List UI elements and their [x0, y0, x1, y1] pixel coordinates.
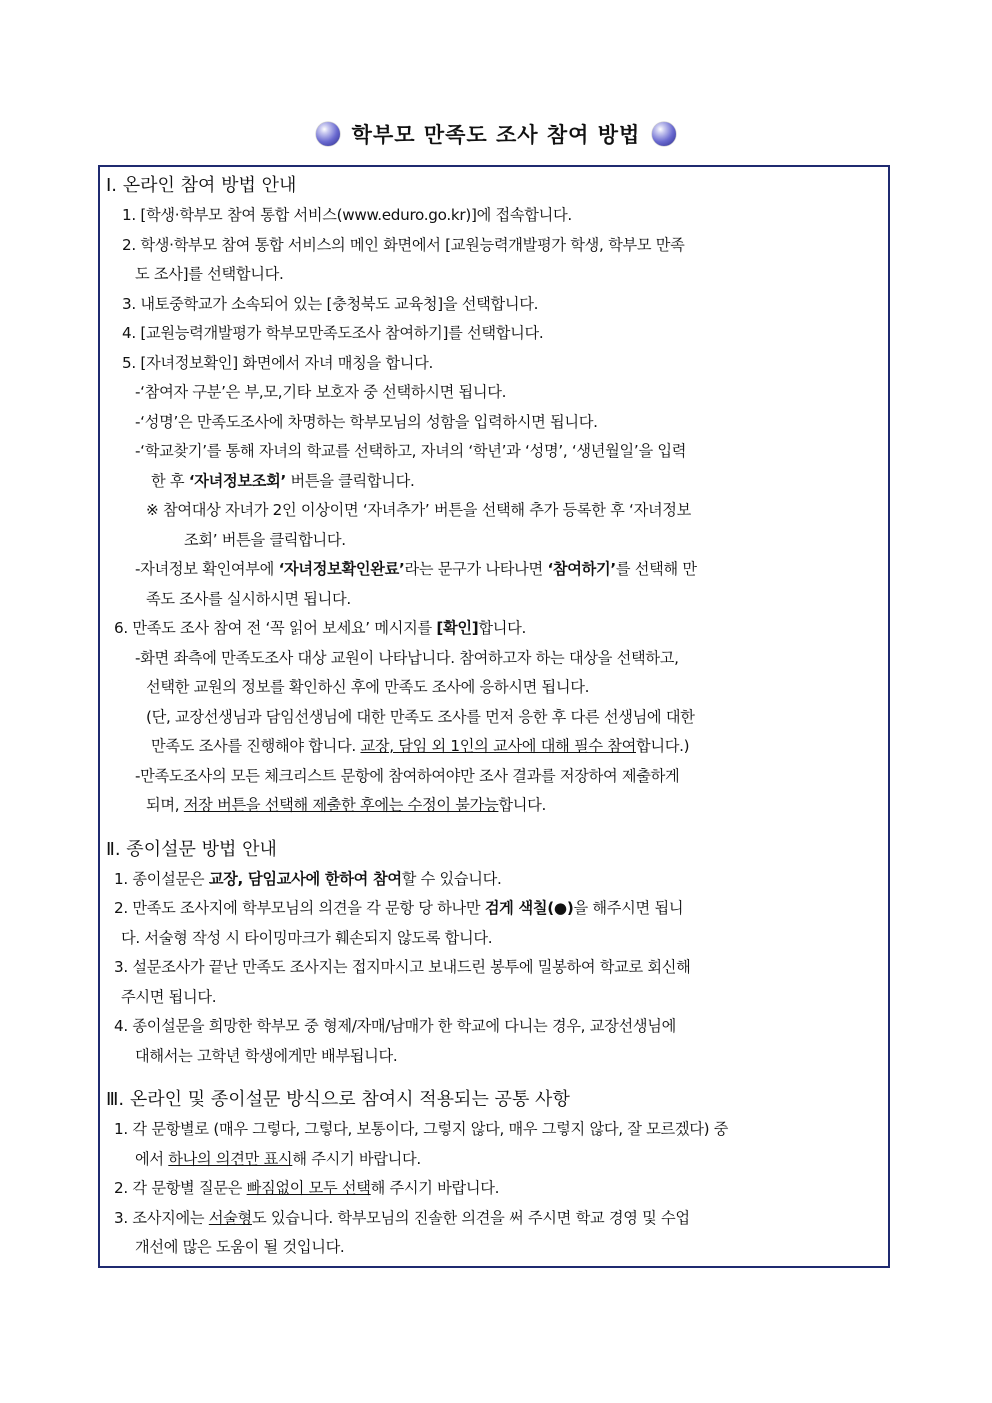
s1-item-3: 3. 내토중학교가 소속되어 있는 [충청북도 교육청]을 선택합니다. [122, 294, 539, 313]
s3-item-2: 2. 각 문항별 질문은 빠짐없이 모두 선택해 주시기 바랍니다. [114, 1179, 500, 1197]
s3-item-1-line-1: 1. 각 문항별로 (매우 그렇다, 그렇다, 보통이다, 그렇지 않다, 매우 그렇지 않다, 잘 모르겠다) 중 [114, 1120, 729, 1138]
bullet-ball-icon [652, 122, 676, 146]
s1-detail-1: -‘참여자 구분’은 부,모,기타 보호자 중 선택하시면 됩니다. [135, 383, 507, 401]
s2-item-3-line-1: 3. 설문조사가 끝난 만족도 조사지는 접지마시고 보내드린 봉투에 밀봉하여 학교로 회신해 [114, 958, 691, 976]
s1-detail-3-line-1: -‘학교찾기’를 통해 자녀의 학교를 선택하고, 자녀의 ‘학년’과 ‘성명’, ‘생년월일’을 입력 [135, 442, 687, 460]
s1-item-5: 5. [자녀정보확인] 화면에서 자녀 매칭을 합니다. [122, 353, 433, 372]
instructions-box [98, 165, 890, 1268]
s1-item-4: 4. [교원능력개발평가 학부모만족도조사 참여하기]를 선택합니다. [122, 324, 544, 342]
s3-item-1-line-2: 에서 하나의 의견만 표시해 주시기 바랍니다. [135, 1149, 421, 1168]
s1-item-2-line-1: 2. 학생·학부모 참여 통합 서비스의 메인 화면에서 [교원능력개발평가 학생, 학부모 만족 [122, 235, 685, 254]
s1-step6-note-line-2: 만족도 조사를 진행해야 합니다. 교장, 담임 외 1인의 교사에 대해 필수 참여합니다.) [151, 737, 690, 755]
s1-detail-2: -‘성명’은 만족도조사에 차명하는 학부모님의 성함을 입력하시면 됩니다. [135, 412, 598, 431]
s2-item-2-line-2: 다. 서술형 작성 시 타이밍마크가 훼손되지 않도록 합니다. [121, 928, 493, 947]
s1-note-line-1: ※ 참여대상 자녀가 2인 이상이면 ‘자녀추가’ 버튼을 선택해 추가 등록한 후 ‘자녀정보 [146, 501, 692, 519]
s1-detail-4-line-2: 족도 조사를 실시하시면 됩니다. [146, 589, 351, 608]
s1-step6-detail-1-line-1: -화면 좌측에 만족도조사 대상 교원이 나타납니다. 참여하고자 하는 대상을 선택하고, [135, 648, 679, 667]
s1-detail-4-line-1: -자녀정보 확인여부에 ‘자녀정보확인완료’라는 문구가 나타나면 ‘참여하기’를 선택해 만 [135, 560, 697, 578]
instructions-content [106, 171, 890, 1263]
s1-detail-3-line-2: 한 후 ‘자녀정보조회’ 버튼을 클릭합니다. [151, 471, 415, 490]
s2-item-1: 1. 종이설문은 교장, 담임교사에 한하여 참여할 수 있습니다. [114, 869, 502, 888]
s1-step6-note-line-1: (단, 교장선생님과 담임선생님에 대한 만족도 조사를 먼저 응한 후 다른 선생님에 대한 [146, 707, 695, 726]
title-text: 학부모 만족도 조사 참여 방법 [351, 122, 641, 147]
section-1-heading: Ⅰ. 온라인 참여 방법 안내 [106, 175, 297, 196]
s1-step6-detail-1-line-2: 선택한 교원의 정보를 확인하신 후에 만족도 조사에 응하시면 됩니다. [146, 678, 590, 696]
s2-item-2-line-1: 2. 만족도 조사지에 학부모님의 의견을 각 문항 당 하나만 검게 색칠(●)을 해주시면 됩니 [114, 899, 684, 917]
s1-step6-detail-2-line-1: -만족도조사의 모든 체크리스트 문항에 참여하여야만 조사 결과를 저장하여 제출하게 [135, 766, 680, 785]
s3-item-3-line-2: 개선에 많은 도움이 될 것입니다. [135, 1238, 345, 1256]
s2-item-4-line-1: 4. 종이설문을 희망한 학부모 중 형제/자매/남매가 한 학교에 다니는 경우, 교장선생님에 [114, 1017, 676, 1035]
s1-item-6: 6. 만족도 조사 참여 전 ‘꼭 읽어 보세요’ 메시지를 [확인]합니다. [114, 619, 527, 637]
document-title [0, 116, 992, 152]
s1-note-line-2: 조회’ 버튼을 클릭합니다. [184, 530, 346, 549]
s2-item-3-line-2: 주시면 됩니다. [121, 987, 217, 1006]
s2-item-4-line-2: 대해서는 고학년 학생에게만 배부됩니다. [135, 1046, 398, 1065]
s1-item-1: 1. [학생·학부모 참여 통합 서비스(www.eduro.go.kr)]에 접속합니다. [122, 206, 572, 224]
section-3-heading: Ⅲ. 온라인 및 종이설문 방식으로 참여시 적용되는 공통 사항 [106, 1089, 570, 1110]
section-2-heading: Ⅱ. 종이설문 방법 안내 [106, 838, 277, 860]
s3-item-3-line-1: 3. 조사지에는 서술형도 있습니다. 학부모님의 진솔한 의견을 써 주시면 학교 경영 및 수업 [114, 1208, 690, 1227]
bullet-ball-icon [316, 122, 340, 146]
s1-step6-detail-2-line-2: 되며, 저장 버튼을 선택해 제출한 후에는 수정이 불가능합니다. [146, 796, 547, 814]
s1-item-2-line-2: 도 조사]를 선택합니다. [135, 265, 284, 283]
